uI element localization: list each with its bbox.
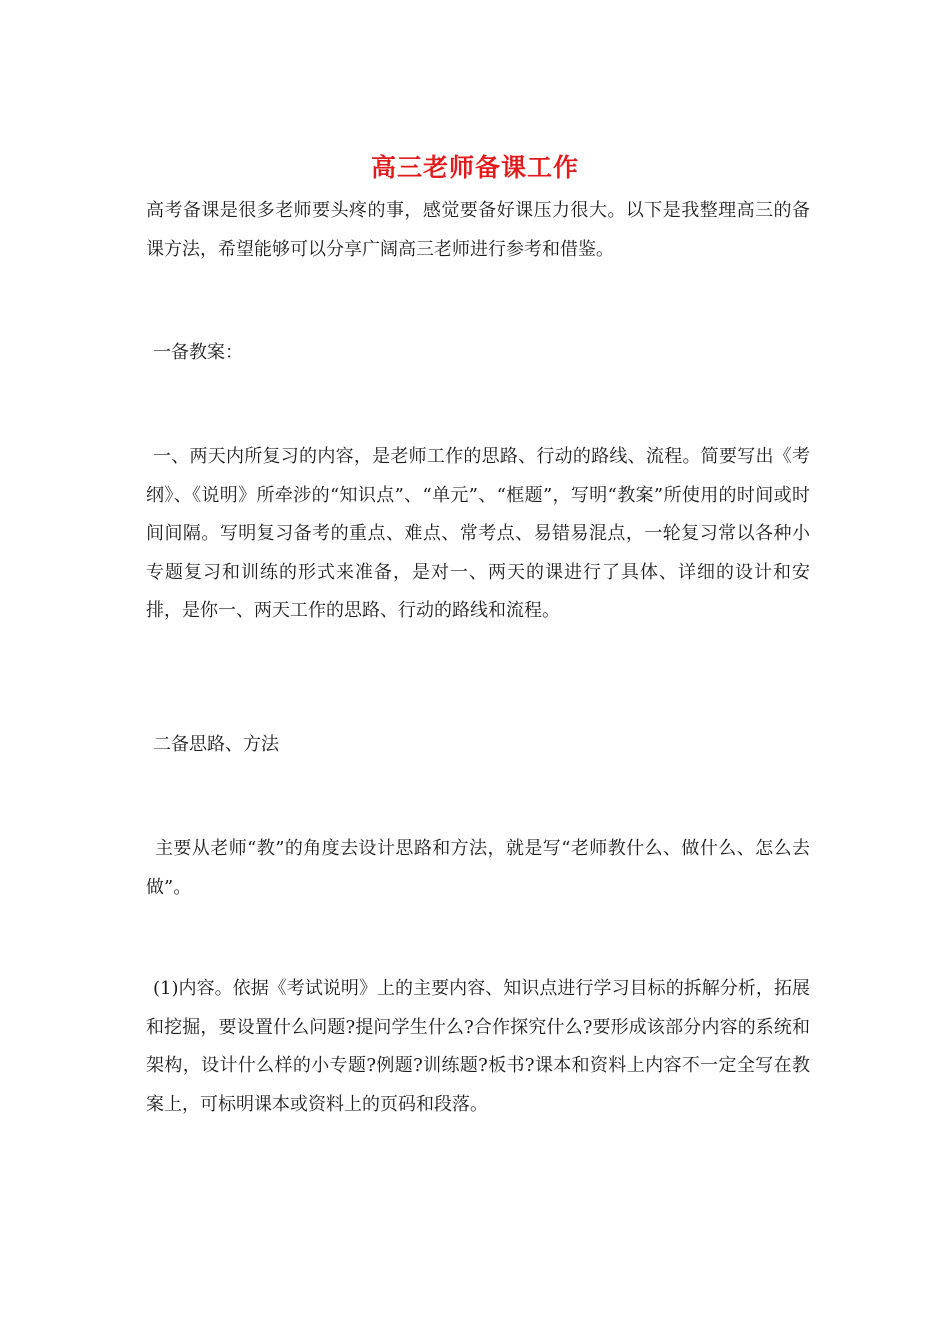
section1-heading: 一备教案： (153, 342, 243, 363)
section2-paragraph: 主要从老师“教”的角度去设计思路和方法，就是写“老师教什么、做什么、怎么去做”。 (146, 838, 810, 898)
section1-paragraph: 一、两天内所复习的内容，是老师工作的思路、行动的路线、流程。简要写出《考纲》、《说明》所牵涉的“知识点”、“单元”、“框题”，写明“教案”所使用的时间或时间间隔。写明复习备考的重点、难点、常考点、易错易混点，一轮复习常以各种小专题复习和训练的形式来准备，是对一、两天的课进行了具体、详细的设计和安排，是你一、两天工作的思路、行动的路线和流程。 (146, 446, 810, 621)
section2-item1-paragraph: (1)内容。依据《考试说明》上的主要内容、知识点进行学习目标的拆解分析，拓展和挖掘，要设置什么问题?提问学生什么?合作探究什么?要形成该部分内容的系统和架构，设计什么样的小专题?例题?训练题?板书?课本和资料上内容不一定全写在教案上，可标明课本或资料上的页码和段落。 (146, 978, 810, 1115)
intro-paragraph: 高考备课是很多老师要头疼的事，感觉要备好课压力很大。以下是我整理高三的备课方法，希望能够可以分享广阔高三老师进行参考和借鉴。 (146, 200, 810, 260)
section2-heading: 二备思路、方法 (153, 734, 279, 755)
document-title: 高三老师备课工作 (370, 153, 579, 182)
